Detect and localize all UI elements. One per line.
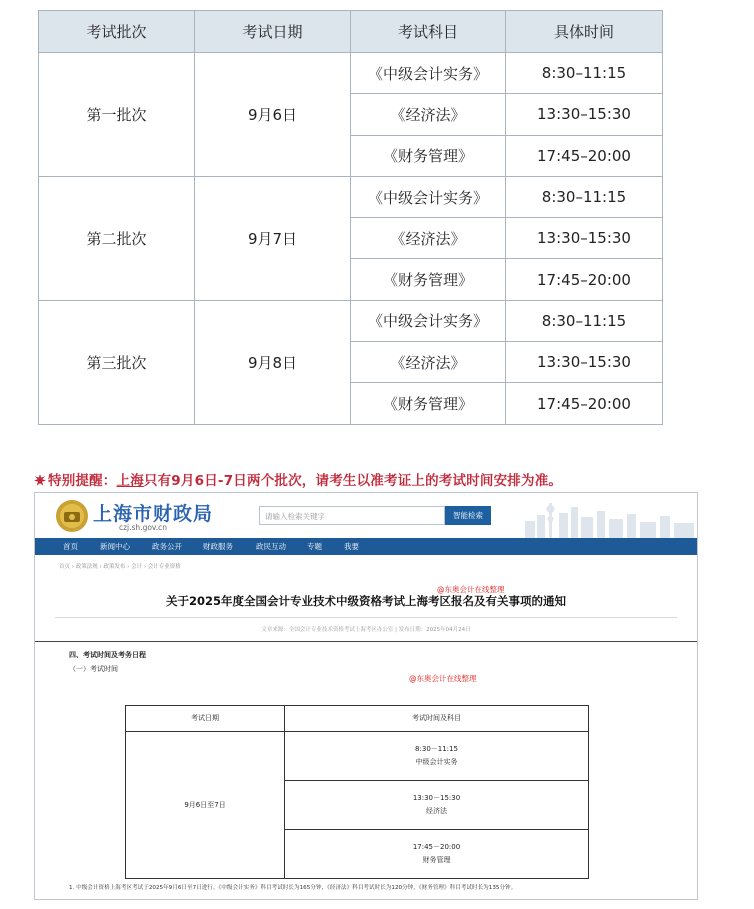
header-exam-date: 考试日期: [126, 706, 285, 732]
reminder-text: 只有9月6日-7日两个批次，请考生以准考证上的考试时间安排为准。: [143, 473, 563, 489]
subject-cell: 《经济法》: [351, 218, 506, 259]
time-cell: 8:30–11:15: [506, 53, 663, 94]
subject-cell: 《财务管理》: [351, 383, 506, 424]
subject-cell: 《经济法》: [351, 342, 506, 383]
slot-time: 17:45－20:00: [412, 843, 461, 851]
exam-time-table: [125, 705, 589, 879]
time-cell: 13:30–15:30: [506, 342, 663, 383]
header-batch: 考试批次: [39, 11, 195, 53]
search-input[interactable]: 请输入检索关键字: [259, 506, 445, 525]
batch-name: 第三批次: [39, 300, 195, 424]
header-date: 考试日期: [195, 11, 351, 53]
subject-cell: 《中级会计实务》: [351, 176, 506, 217]
batch-name: 第二批次: [39, 176, 195, 300]
section-heading: 四、考试时间及考务日程: [69, 651, 146, 659]
time-cell: 13:30–15:30: [506, 94, 663, 135]
slot-time: 13:30－15:30: [412, 794, 461, 802]
table-header-row: [39, 11, 663, 53]
table-row: [126, 732, 589, 781]
document-title: 关于2025年度全国会计专业技术中级资格考试上海考区报名及有关事项的通知: [165, 594, 566, 608]
nav-i-want[interactable]: 我要: [344, 542, 359, 551]
slot-cell: [285, 781, 589, 830]
batch-date: 9月8日: [195, 300, 351, 424]
breadcrumb[interactable]: 首页 › 政策法规 › 政策发布 › 会计 › 会计专业资格: [59, 564, 181, 570]
time-cell: 17:45–20:00: [506, 135, 663, 176]
time-cell: 8:30–11:15: [506, 176, 663, 217]
header-subject: 考试科目: [351, 11, 506, 53]
time-cell: 8:30–11:15: [506, 300, 663, 341]
special-reminder: [34, 469, 562, 489]
slot-subject: 经济法: [426, 807, 447, 815]
reminder-lead: 特别提醒：: [48, 473, 117, 489]
watermark: @东奥会计在线整理: [409, 674, 477, 683]
site-url: czj.sh.gov.cn: [119, 523, 168, 532]
nav-home[interactable]: 首页: [63, 542, 78, 551]
subject-cell: 《中级会计实务》: [351, 53, 506, 94]
table-row: [39, 53, 663, 94]
nav-gov-affairs[interactable]: 政务公开: [152, 542, 182, 551]
table-row: [39, 176, 663, 217]
main-nav: [35, 538, 697, 555]
table-row: [39, 300, 663, 341]
footnote: 1. 中级会计资格上海考区考试于2025年9月6日至7日进行。《中级会计实务》科目考试时长为165分钟，《经济法》科目考试时长为120分钟，《财务管理》科目考试时长为135分钟。: [69, 885, 517, 891]
burst-icon: [34, 474, 46, 486]
nav-topics[interactable]: 专题: [307, 542, 322, 551]
batch-date: 9月7日: [195, 176, 351, 300]
batch-date: 9月6日: [195, 53, 351, 177]
table-header-row: [126, 706, 589, 732]
subject-cell: 《财务管理》: [351, 259, 506, 300]
slot-subject: 财务管理: [422, 856, 451, 864]
slot-time: 8:30－11:15: [415, 745, 458, 753]
exam-schedule-table: [38, 10, 663, 425]
city-skyline-image: [515, 495, 698, 538]
header-time: 具体时间: [506, 11, 663, 53]
subject-cell: 《财务管理》: [351, 135, 506, 176]
nav-services[interactable]: 财政服务: [203, 542, 233, 551]
exam-date-cell: 9月6日至7日: [126, 732, 285, 879]
nav-news[interactable]: 新闻中心: [100, 542, 130, 551]
time-cell: 17:45–20:00: [506, 383, 663, 424]
time-cell: 17:45–20:00: [506, 259, 663, 300]
subsection-heading: （一）考试时间: [69, 665, 118, 673]
header-exam-time-subject: 考试时间及科目: [285, 706, 589, 732]
subject-cell: 《经济法》: [351, 94, 506, 135]
divider: [55, 617, 677, 618]
slot-cell: [285, 830, 589, 879]
divider: [35, 641, 697, 642]
subject-cell: 《中级会计实务》: [351, 300, 506, 341]
article-meta: 文章来源：全国会计专业技术资格考试上海考区办公室 | 发布日期：2025年04月24日: [261, 627, 471, 633]
watermark: @东奥会计在线整理: [437, 585, 505, 594]
slot-subject: 中级会计实务: [415, 758, 458, 766]
site-header: [35, 493, 697, 538]
nav-interaction[interactable]: 政民互动: [256, 542, 286, 551]
embedded-screenshot: [34, 492, 698, 900]
slot-cell: [285, 732, 589, 781]
reminder-underlined: 上海: [116, 473, 144, 489]
search-button[interactable]: 智能检索: [445, 506, 491, 525]
site-logo-title[interactable]: 上海市财政局: [93, 503, 214, 525]
batch-name: 第一批次: [39, 53, 195, 177]
emblem-logo-icon: [55, 499, 89, 533]
time-cell: 13:30–15:30: [506, 218, 663, 259]
